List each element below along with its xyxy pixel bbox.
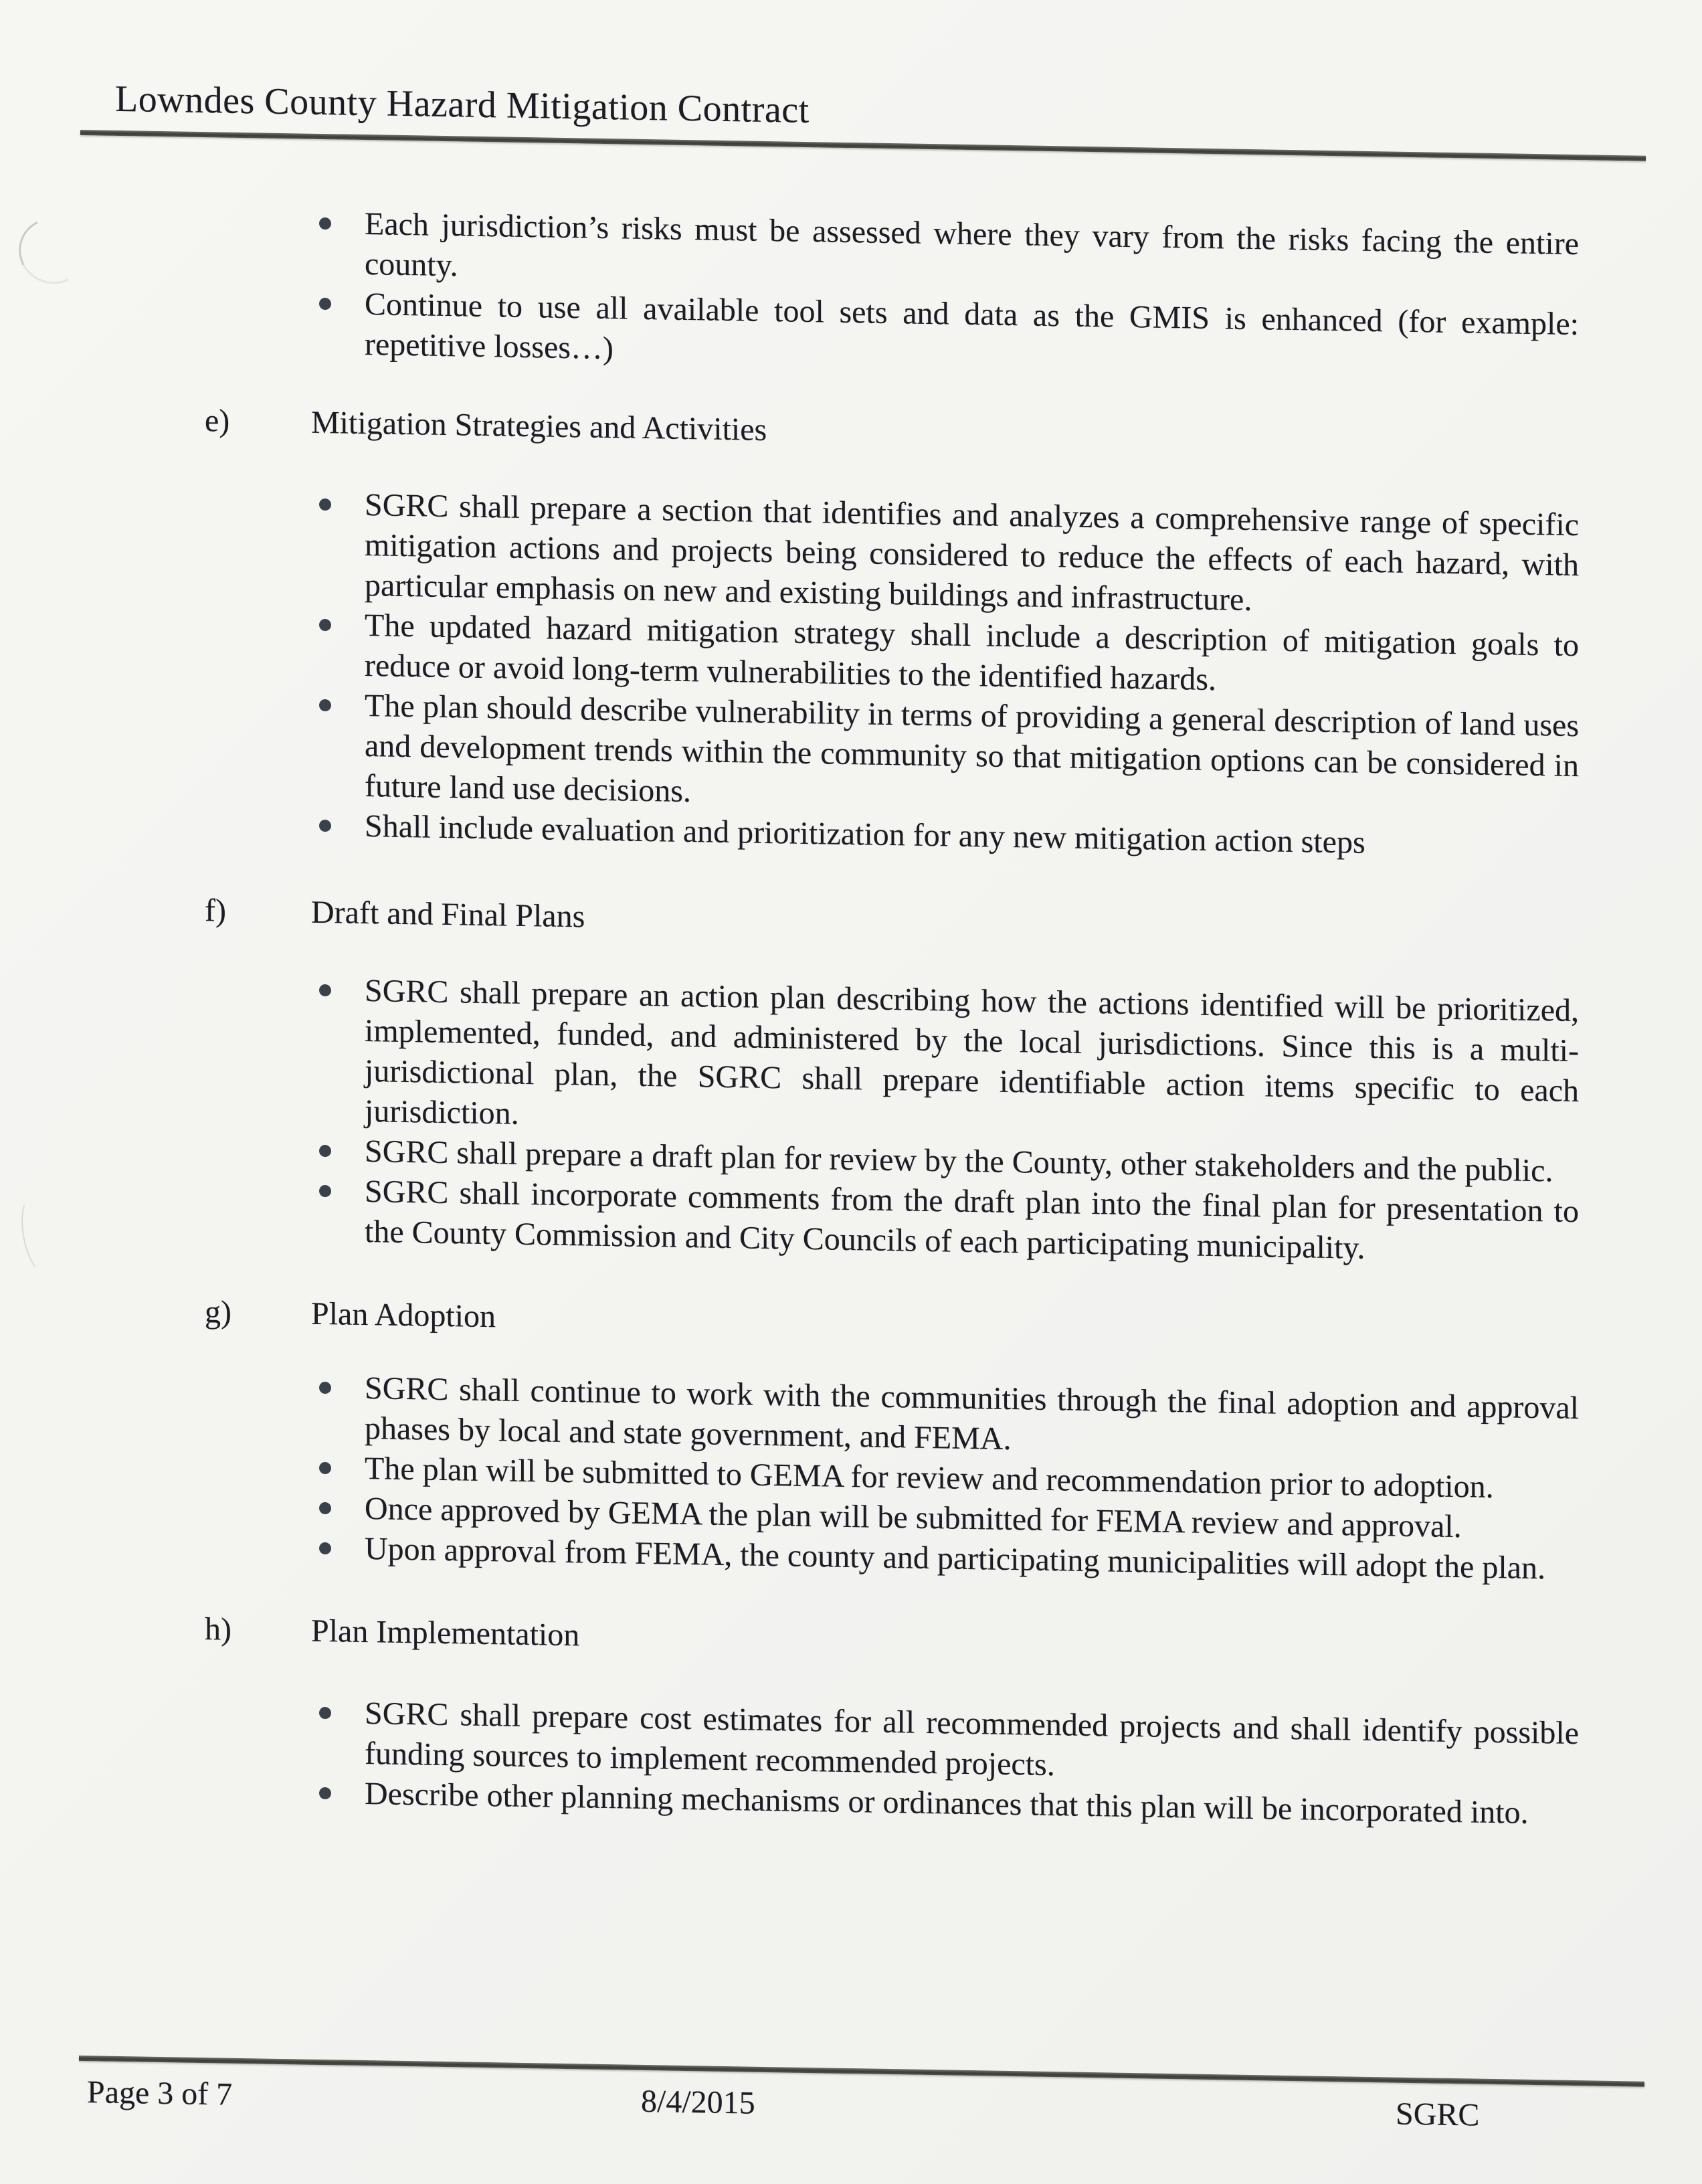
bullet-text: SGRC shall prepare a section that identifies and analyzes a comprehensive range of specific mitigation actions and projects being considered to reduce the effects of each hazard, with particular emphasis on new and existing buildings and infrastructure. <box>365 487 1579 618</box>
page-title: Lowndes County Hazard Mitigation Contract <box>115 78 810 132</box>
section-title: Plan Implementation <box>311 1613 580 1653</box>
section-letter: e) <box>205 403 230 439</box>
bullet-dot-icon <box>319 1707 331 1719</box>
footer-page-number: Page 3 of 7 <box>87 2074 233 2112</box>
bullet-text: Upon approval from FEMA, the county and participating municipalities will adopt the plan. <box>365 1531 1545 1586</box>
bullet-dot-icon <box>319 1787 331 1799</box>
bullet-dot-icon <box>319 619 331 631</box>
bullet-text: Each jurisdiction’s risks must be assessed where they vary from the risks facing the entire county. <box>365 206 1579 284</box>
section-e <box>0 397 1702 869</box>
bullet-dot-icon <box>319 298 331 310</box>
section-heading <box>0 1289 1702 1357</box>
bullet-text: SGRC shall prepare cost estimates for all recommended projects and shall identify possible funding sources to implement recommended projects. <box>365 1696 1579 1783</box>
section-bullet-list <box>0 1362 1579 1589</box>
section-heading <box>0 397 1702 466</box>
bullet-text: Describe other planning mechanisms or ordinances that this plan will be incorporated into. <box>365 1776 1529 1831</box>
bullet-dot-icon <box>319 1542 331 1554</box>
bullet-dot-icon <box>319 217 331 230</box>
bullet-dot-icon <box>319 984 331 996</box>
list-item <box>365 686 1579 826</box>
section-g <box>0 1289 1702 1591</box>
bullet-text: Shall include evaluation and prioritization for any new mitigation action steps <box>365 808 1365 860</box>
section-title: Draft and Final Plans <box>311 894 585 935</box>
bullet-dot-icon <box>319 1502 331 1514</box>
footer-rule <box>79 2056 1644 2087</box>
section-title: Plan Adoption <box>311 1295 496 1335</box>
bullet-text: The plan should describe vulnerability in terms of providing a general description of land uses and development trends within the community so that mitigation options can be considered in future land use decisions. <box>365 688 1579 810</box>
bullet-dot-icon <box>319 820 331 832</box>
section-title: Mitigation Strategies and Activities <box>311 404 767 448</box>
section-heading <box>0 1606 1702 1674</box>
bullet-dot-icon <box>319 1185 331 1197</box>
section-f <box>0 887 1702 1274</box>
list-item <box>365 485 1579 626</box>
intro-bullet-list <box>0 198 1579 385</box>
bullet-dot-icon <box>319 699 331 711</box>
section-bullet-list <box>0 965 1579 1272</box>
section-letter: h) <box>205 1611 231 1647</box>
bullet-text: SGRC shall prepare a draft plan for review by the County, other stakeholders and the public. <box>365 1133 1553 1189</box>
bullet-text: The updated hazard mitigation strategy shall include a description of mitigation goals to reduce or avoid long-term vulnerabilities to the identified hazards. <box>365 608 1579 698</box>
section-letter: f) <box>205 893 226 929</box>
section-letter: g) <box>205 1294 231 1330</box>
bullet-dot-icon <box>319 498 331 511</box>
section-heading <box>0 887 1702 955</box>
bullet-dot-icon <box>319 1145 331 1157</box>
section-bullet-list <box>0 1688 1579 1834</box>
section-h <box>0 1606 1702 1836</box>
bullet-text: The plan will be submitted to GEMA for review and recommendation prior to adoption. <box>365 1451 1494 1506</box>
bullet-dot-icon <box>319 1462 331 1474</box>
footer-date: 8/4/2015 <box>641 2083 755 2121</box>
footer-org: SGRC <box>1396 2096 1480 2133</box>
section-bullet-list <box>0 479 1579 867</box>
bullet-text: Once approved by GEMA the plan will be submitted for FEMA review and approval. <box>365 1491 1462 1545</box>
bullet-text: SGRC shall incorporate comments from the draft plan into the final plan for presentation to the County Commission and City Councils of each participating municipality. <box>365 1174 1579 1266</box>
bullet-text: SGRC shall prepare an action plan describing how the actions identified will be prioritized, implemented, funded, and administered by the local jurisdictions. Since this is a multi-jurisdictional plan, the SGRC shall prepare identifiable action items specific to each jurisdiction. <box>365 973 1579 1131</box>
list-item <box>365 971 1579 1152</box>
bullet-text: Continue to use all available tool sets and data as the GMIS is enhanced (for example: repetitive losses…) <box>365 286 1579 367</box>
bullet-dot-icon <box>319 1382 331 1394</box>
bullet-text: SGRC shall continue to work with the communities through the final adoption and approval phases by local and state government, and FEMA. <box>365 1370 1579 1457</box>
